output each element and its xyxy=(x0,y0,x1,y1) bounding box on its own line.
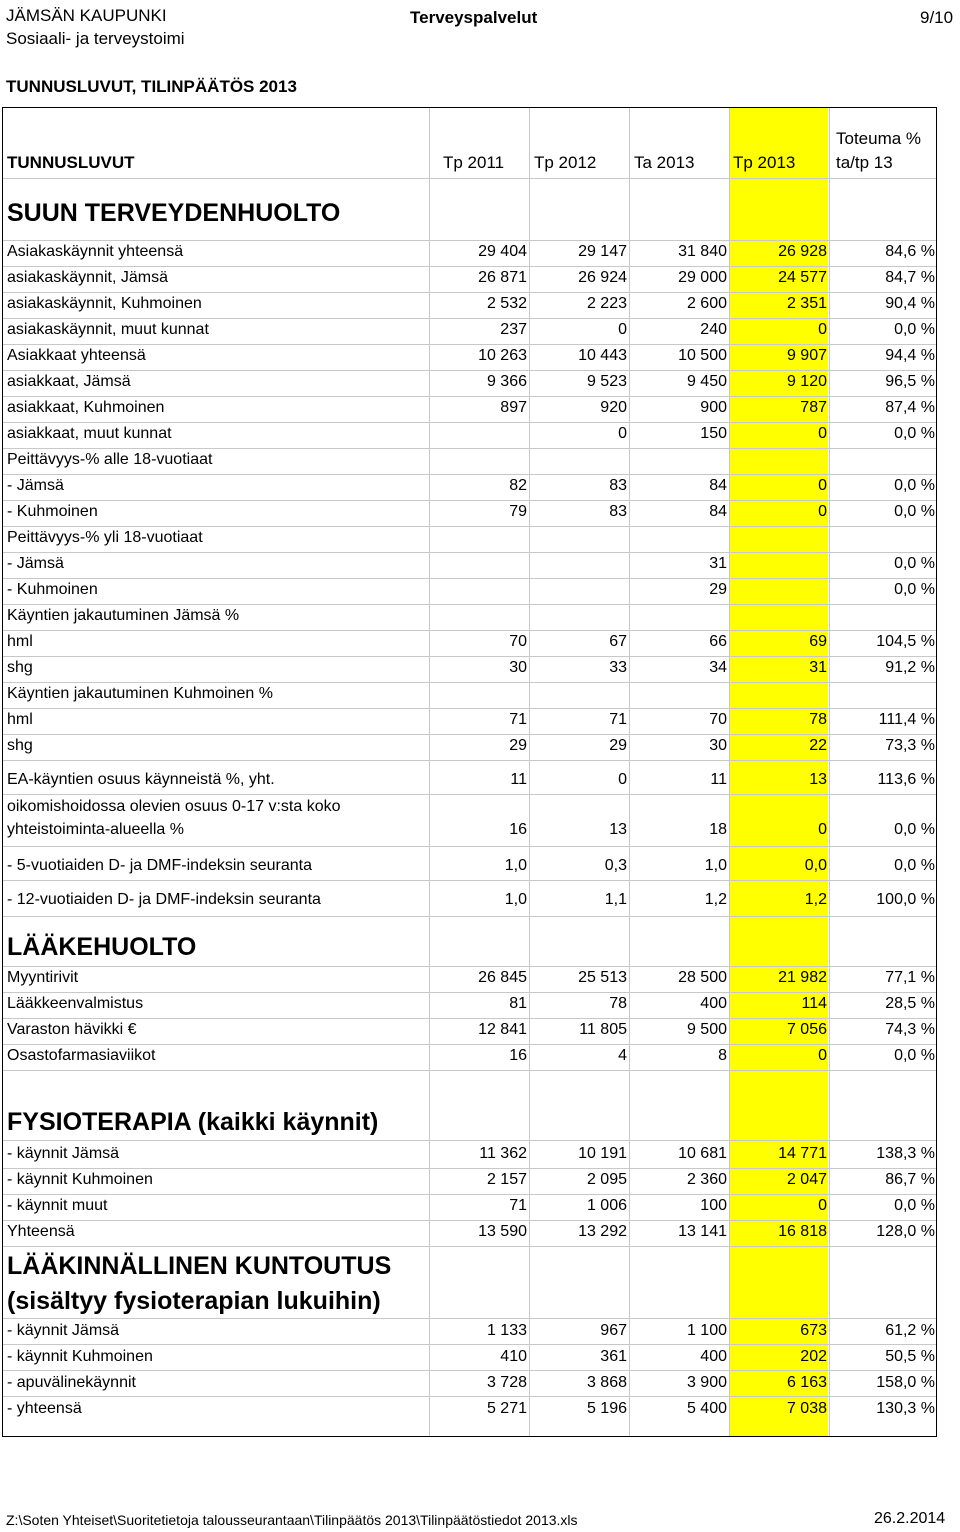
cell-ta2013: 240 xyxy=(700,321,727,338)
cell-tp2011: 11 xyxy=(510,771,527,788)
cell-ta2013: 30 xyxy=(709,737,727,754)
row-label: hml xyxy=(7,711,33,728)
cell-ta2013: 400 xyxy=(700,1348,727,1365)
cell-toteuma: 28,5 % xyxy=(885,995,935,1012)
cell-toteuma: 50,5 % xyxy=(885,1348,935,1365)
cell-tp2012: 29 147 xyxy=(578,243,627,260)
cell-tp2013: 31 xyxy=(809,659,827,676)
cell-ta2013: 2 360 xyxy=(686,1171,727,1188)
cell-tp2013: 13 xyxy=(809,771,827,788)
cell-tp2011: 29 xyxy=(509,737,527,754)
file-path: Z:\Soten Yhteiset\Suoritetietoja talousseurantaan\Tilinpäätös 2013\Tilinpäätöstiedot 2013.xls xyxy=(6,1512,578,1528)
row-label: - Jämsä xyxy=(7,477,64,494)
cell-tp2011: 71 xyxy=(509,711,527,728)
cell-tp2013: 202 xyxy=(800,1348,827,1365)
row-label: oikomishoidossa olevien osuus 0-17 v:sta koko xyxy=(7,798,341,815)
cell-tp2012: 26 924 xyxy=(578,269,627,286)
cell-ta2013: 9 450 xyxy=(686,373,727,390)
cell-tp2011: 2 532 xyxy=(486,295,527,312)
cell-tp2012: 361 xyxy=(600,1348,627,1365)
cell-ta2013: 100 xyxy=(700,1197,727,1214)
cell-ta2013: 70 xyxy=(709,711,727,728)
cell-tp2011: 70 xyxy=(509,633,527,650)
row-label: - käynnit Kuhmoinen xyxy=(7,1171,153,1188)
cell-ta2013: 66 xyxy=(709,633,727,650)
cell-ta2013: 31 xyxy=(709,555,727,572)
cell-tp2013: 78 xyxy=(809,711,827,728)
cell-toteuma: 0,0 % xyxy=(894,821,935,838)
cell-tp2012: 10 191 xyxy=(578,1145,627,1162)
row-label: asiakkaat, Jämsä xyxy=(7,373,131,390)
cell-tp2013: 0 xyxy=(818,1047,827,1064)
section-kuntoutus: LÄÄKINNÄLLINEN KUNTOUTUS xyxy=(7,1252,392,1280)
cell-toteuma: 87,4 % xyxy=(885,399,935,416)
cell-tp2013: 22 xyxy=(809,737,827,754)
cell-tp2012: 0 xyxy=(618,321,627,338)
cell-tp2013: 7 056 xyxy=(786,1021,827,1038)
row-label: Käyntien jakautuminen Jämsä % xyxy=(7,607,240,624)
cell-toteuma: 96,5 % xyxy=(885,373,935,390)
cell-toteuma: 0,0 % xyxy=(894,1197,935,1214)
cell-ta2013: 84 xyxy=(709,477,727,494)
cell-toteuma: 73,3 % xyxy=(885,737,935,754)
cell-tp2013: 26 928 xyxy=(778,243,827,260)
row-label: - yhteensä xyxy=(7,1400,82,1417)
cell-tp2013: 0 xyxy=(818,1197,827,1214)
cell-toteuma: 77,1 % xyxy=(885,969,935,986)
cell-toteuma: 91,2 % xyxy=(885,659,935,676)
row-label: Varaston hävikki € xyxy=(7,1021,137,1038)
cell-ta2013: 1 100 xyxy=(686,1322,727,1339)
col-toteuma: Toteuma % xyxy=(836,129,922,148)
cell-tp2011: 5 271 xyxy=(486,1400,527,1417)
row-label: asiakkaat, muut kunnat xyxy=(7,425,172,442)
cell-tp2011: 10 263 xyxy=(478,347,527,364)
col-label-header: TUNNUSLUVUT xyxy=(7,153,135,172)
cell-tp2012: 29 xyxy=(609,737,627,754)
cell-tp2011: 71 xyxy=(509,1197,527,1214)
cell-ta2013: 10 681 xyxy=(678,1145,727,1162)
row-label: - käynnit Jämsä xyxy=(7,1322,120,1339)
col-toteuma-sub: ta/tp 13 xyxy=(836,153,893,172)
cell-tp2011: 30 xyxy=(509,659,527,676)
cell-ta2013: 29 000 xyxy=(678,269,727,286)
cell-ta2013: 900 xyxy=(700,399,727,416)
cell-ta2013: 5 400 xyxy=(686,1400,727,1417)
cell-tp2013: 0 xyxy=(818,321,827,338)
cell-ta2013: 13 141 xyxy=(678,1223,727,1240)
cell-tp2012: 9 523 xyxy=(586,373,627,390)
row-label: Peittävyys-% yli 18-vuotiaat xyxy=(7,529,203,546)
cell-tp2011: 26 845 xyxy=(478,969,527,986)
cell-ta2013: 1,2 xyxy=(704,891,727,908)
col-tp2013: Tp 2013 xyxy=(733,153,796,172)
cell-tp2013: 24 577 xyxy=(778,269,827,286)
cell-tp2011: 81 xyxy=(509,995,527,1012)
cell-tp2013: 2 351 xyxy=(786,295,827,312)
section-suun: SUUN TERVEYDENHUOLTO xyxy=(7,199,341,227)
cell-tp2011: 410 xyxy=(500,1348,527,1365)
cell-tp2011: 82 xyxy=(509,477,527,494)
row-label: shg xyxy=(7,659,33,676)
row-label: Asiakkaat yhteensä xyxy=(7,347,146,364)
col-tp2011: Tp 2011 xyxy=(443,153,505,172)
cell-tp2012: 0 xyxy=(618,771,627,788)
cell-tp2012: 1,1 xyxy=(604,891,627,908)
row-label: asiakkaat, Kuhmoinen xyxy=(7,399,165,416)
cell-tp2013: 1,2 xyxy=(804,891,827,908)
cell-tp2013: 673 xyxy=(800,1322,827,1339)
cell-tp2012: 0,3 xyxy=(604,857,627,874)
cell-ta2013: 2 600 xyxy=(686,295,727,312)
row-label: Asiakaskäynnit yhteensä xyxy=(7,243,184,260)
row-label: - Kuhmoinen xyxy=(7,503,98,520)
cell-ta2013: 400 xyxy=(700,995,727,1012)
cell-toteuma: 0,0 % xyxy=(894,503,935,520)
col-tp2012: Tp 2012 xyxy=(534,153,597,172)
cell-ta2013: 34 xyxy=(709,659,727,676)
cell-tp2011: 13 590 xyxy=(478,1223,527,1240)
cell-tp2013: 21 982 xyxy=(778,969,827,986)
cell-toteuma: 130,3 % xyxy=(876,1400,935,1417)
cell-tp2013: 69 xyxy=(809,633,827,650)
cell-toteuma: 84,7 % xyxy=(885,269,935,286)
cell-tp2012: 11 805 xyxy=(579,1021,627,1038)
cell-toteuma: 0,0 % xyxy=(894,1047,935,1064)
cell-tp2012: 13 xyxy=(609,821,627,838)
cell-ta2013: 31 840 xyxy=(678,243,727,260)
cell-ta2013: 28 500 xyxy=(678,969,727,986)
cell-tp2013: 114 xyxy=(801,995,827,1012)
cell-tp2011: 1,0 xyxy=(504,857,527,874)
section-fysio: FYSIOTERAPIA (kaikki käynnit) xyxy=(7,1108,379,1136)
cell-tp2012: 967 xyxy=(600,1322,627,1339)
cell-ta2013: 11 xyxy=(710,771,727,788)
row-label: EA-käyntien osuus käynneistä %, yht. xyxy=(7,771,275,788)
cell-tp2011: 897 xyxy=(500,399,527,416)
cell-tp2011: 9 366 xyxy=(486,373,527,390)
cell-tp2011: 79 xyxy=(509,503,527,520)
cell-tp2013: 9 120 xyxy=(786,373,827,390)
cell-tp2012: 920 xyxy=(600,399,627,416)
col-ta2013: Ta 2013 xyxy=(634,153,695,172)
cell-toteuma: 90,4 % xyxy=(885,295,935,312)
section-laake: LÄÄKEHUOLTO xyxy=(7,933,197,961)
cell-tp2013: 2 047 xyxy=(786,1171,827,1188)
row-label: Lääkkeenvalmistus xyxy=(7,995,144,1012)
cell-toteuma: 84,6 % xyxy=(885,243,935,260)
cell-ta2013: 29 xyxy=(709,581,727,598)
row-label: - Kuhmoinen xyxy=(7,581,98,598)
cell-tp2012: 1 006 xyxy=(586,1197,627,1214)
org-name: JÄMSÄN KAUPUNKI xyxy=(6,6,167,25)
cell-tp2011: 1 133 xyxy=(486,1322,527,1339)
cell-tp2013: 14 771 xyxy=(778,1145,827,1162)
cell-tp2011: 29 404 xyxy=(478,243,527,260)
cell-tp2012: 25 513 xyxy=(578,969,627,986)
dept-name: Sosiaali- ja terveystoimi xyxy=(6,29,185,48)
row-label: asiakaskäynnit, Kuhmoinen xyxy=(7,295,202,312)
row-label: Yhteensä xyxy=(7,1223,75,1240)
row-label: yhteistoiminta-alueella % xyxy=(7,821,184,838)
cell-toteuma: 113,6 % xyxy=(877,771,935,788)
cell-tp2013: 0 xyxy=(818,503,827,520)
cell-ta2013: 1,0 xyxy=(704,857,727,874)
cell-tp2011: 12 841 xyxy=(478,1021,527,1038)
cell-tp2011: 1,0 xyxy=(504,891,527,908)
cell-ta2013: 150 xyxy=(700,425,727,442)
row-label: Myyntirivit xyxy=(7,969,79,986)
cell-tp2011: 2 157 xyxy=(486,1171,527,1188)
cell-tp2013: 787 xyxy=(800,399,827,416)
cell-toteuma: 0,0 % xyxy=(894,321,935,338)
cell-toteuma: 104,5 % xyxy=(876,633,935,650)
row-label: Osastofarmasiaviikot xyxy=(7,1047,156,1064)
row-label: hml xyxy=(7,633,33,650)
cell-tp2013: 6 163 xyxy=(786,1374,827,1391)
cell-tp2012: 83 xyxy=(609,503,627,520)
cell-tp2013: 9 907 xyxy=(786,347,827,364)
cell-toteuma: 138,3 % xyxy=(876,1145,935,1162)
cell-toteuma: 0,0 % xyxy=(894,555,935,572)
row-label: - Jämsä xyxy=(7,555,64,572)
row-label: shg xyxy=(7,737,33,754)
row-label: - apuvälinekäynnit xyxy=(7,1374,136,1391)
cell-ta2013: 18 xyxy=(709,821,727,838)
cell-tp2011: 26 871 xyxy=(478,269,527,286)
cell-tp2012: 13 292 xyxy=(578,1223,627,1240)
cell-toteuma: 100,0 % xyxy=(876,891,935,908)
cell-tp2012: 67 xyxy=(609,633,627,650)
row-label: - 12-vuotiaiden D- ja DMF-indeksin seuranta xyxy=(7,891,321,908)
cell-tp2013: 0 xyxy=(818,425,827,442)
cell-toteuma: 0,0 % xyxy=(894,581,935,598)
cell-tp2012: 5 196 xyxy=(586,1400,627,1417)
row-label: - käynnit muut xyxy=(7,1197,108,1214)
doc-title: Terveyspalvelut xyxy=(410,8,538,27)
cell-tp2013: 0,0 xyxy=(804,857,827,874)
cell-tp2013: 16 818 xyxy=(778,1223,827,1240)
cell-ta2013: 8 xyxy=(718,1047,727,1064)
cell-tp2011: 16 xyxy=(509,1047,527,1064)
row-label: asiakaskäynnit, muut kunnat xyxy=(7,321,209,338)
cell-tp2011: 11 362 xyxy=(479,1145,527,1162)
report-title: TUNNUSLUVUT, TILINPÄÄTÖS 2013 xyxy=(6,77,297,96)
row-label: - käynnit Kuhmoinen xyxy=(7,1348,153,1365)
cell-toteuma: 111,4 % xyxy=(878,711,935,728)
cell-tp2012: 33 xyxy=(609,659,627,676)
cell-toteuma: 74,3 % xyxy=(885,1021,935,1038)
cell-ta2013: 9 500 xyxy=(686,1021,727,1038)
cell-toteuma: 0,0 % xyxy=(894,857,935,874)
cell-ta2013: 3 900 xyxy=(686,1374,727,1391)
cell-ta2013: 84 xyxy=(709,503,727,520)
page-number: 9/10 xyxy=(920,8,954,27)
row-label: Käyntien jakautuminen Kuhmoinen % xyxy=(7,685,273,702)
cell-tp2012: 4 xyxy=(618,1047,627,1064)
cell-tp2011: 3 728 xyxy=(486,1374,527,1391)
section-kuntoutus-sub: (sisältyy fysioterapian lukuihin) xyxy=(7,1287,381,1315)
cell-toteuma: 61,2 % xyxy=(885,1322,935,1339)
row-label: - 5-vuotiaiden D- ja DMF-indeksin seuranta xyxy=(7,857,313,874)
cell-toteuma: 0,0 % xyxy=(894,477,935,494)
row-label: - käynnit Jämsä xyxy=(7,1145,120,1162)
cell-tp2013: 0 xyxy=(818,477,827,494)
row-label: Peittävyys-% alle 18-vuotiaat xyxy=(7,451,213,468)
cell-tp2012: 83 xyxy=(609,477,627,494)
cell-ta2013: 10 500 xyxy=(678,347,727,364)
cell-toteuma: 94,4 % xyxy=(885,347,935,364)
cell-tp2013: 0 xyxy=(818,821,827,838)
data-table xyxy=(0,107,940,1438)
cell-tp2012: 71 xyxy=(609,711,627,728)
cell-tp2011: 16 xyxy=(509,821,527,838)
row-label: asiakaskäynnit, Jämsä xyxy=(7,269,168,286)
cell-tp2012: 2 223 xyxy=(586,295,627,312)
cell-tp2012: 0 xyxy=(618,425,627,442)
cell-toteuma: 128,0 % xyxy=(876,1223,935,1240)
cell-toteuma: 158,0 % xyxy=(876,1374,935,1391)
cell-tp2012: 3 868 xyxy=(586,1374,627,1391)
cell-tp2011: 237 xyxy=(500,321,527,338)
cell-toteuma: 86,7 % xyxy=(885,1171,935,1188)
cell-tp2012: 2 095 xyxy=(586,1171,627,1188)
cell-toteuma: 0,0 % xyxy=(894,425,935,442)
print-date: 26.2.2014 xyxy=(874,1510,946,1527)
cell-tp2012: 10 443 xyxy=(578,347,627,364)
cell-tp2013: 7 038 xyxy=(786,1400,827,1417)
cell-tp2012: 78 xyxy=(609,995,627,1012)
